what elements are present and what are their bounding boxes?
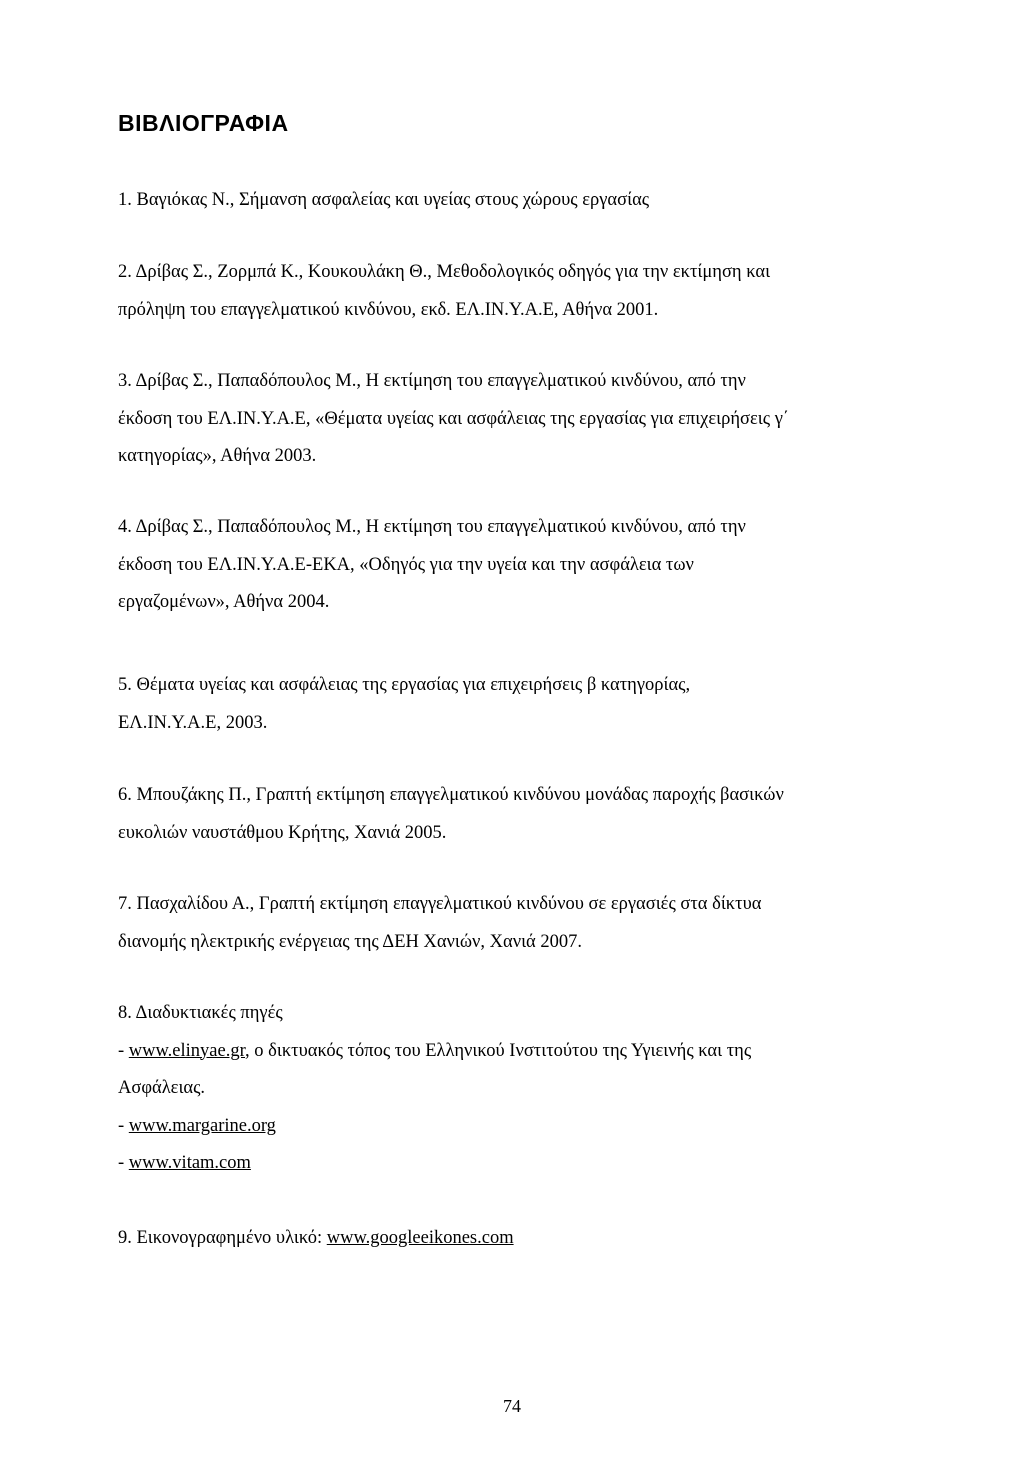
vitam-link[interactable]: www.vitam.com <box>128 1153 251 1173</box>
web-sources-heading: 8. Διαδυκτιακές πηγές <box>118 1003 283 1023</box>
googleeikones-link[interactable]: www.googleeikones.com <box>326 1228 514 1248</box>
elinyae-link[interactable]: www.elinyae.gr <box>128 1040 246 1061</box>
entry-line: 3. Δρίβας Σ., Παπαδόπουλος Μ., Η εκτίμηση του επαγγελματικού κινδύνου, από την <box>118 371 746 391</box>
bibliography-entry-2 <box>118 254 888 329</box>
entry-line: ευκολιών ναυστάθμου Κρήτης, Χανιά 2005. <box>118 822 447 843</box>
list-dash: - <box>118 1153 129 1173</box>
web-source-item-1 <box>118 1033 888 1071</box>
entry-line: 6. Μπουζάκης Π., Γραπτή εκτίμηση επαγγελματικού κινδύνου μονάδας παροχής βασικών <box>118 785 784 805</box>
web-source-item-3 <box>118 1145 888 1183</box>
entry-line: 2. Δρίβας Σ., Ζορμπά Κ., Κουκουλάκη Θ., Μεθοδολογικός οδηγός για την εκτίμηση και <box>118 262 771 282</box>
entry-line: διανομής ηλεκτρικής ενέργειας της ΔΕΗ Χανιών, Χανιά 2007. <box>118 931 582 952</box>
list-dash: - <box>118 1040 129 1061</box>
entry-line: εργαζομένων», Αθήνα 2004. <box>118 592 330 612</box>
bibliography-entry-4 <box>118 509 888 622</box>
entry-line: ΕΛ.ΙΝ.Υ.Α.Ε, 2003. <box>118 712 268 733</box>
bibliography-entry-7 <box>118 886 888 961</box>
spacer <box>118 1183 888 1221</box>
margarine-link[interactable]: www.margarine.org <box>128 1115 276 1136</box>
illustrations-label: 9. Εικονογραφημένο υλικό: <box>118 1228 327 1248</box>
entry-line: έκδοση του ΕΛ.ΙΝ.Υ.Α.Ε, «Θέματα υγείας και ασφάλειας της εργασίας για επιχειρήσεις γ΄ <box>118 408 790 429</box>
web-source-item-1-continuation: Ασφάλειας. <box>118 1078 206 1098</box>
bibliography-entry-6 <box>118 777 888 852</box>
bibliography-entry-1 <box>118 182 888 220</box>
entry-line: 7. Πασχαλίδου Α., Γραπτή εκτίμηση επαγγελματικού κινδύνου σε εργασιές στα δίκτυα <box>118 894 762 914</box>
illustrations-entry <box>118 1220 888 1258</box>
entry-line: 1. Βαγιόκας Ν., Σήμανση ασφαλείας και υγείας στους χώρους εργασίας <box>118 190 650 210</box>
entry-line: πρόληψη του επαγγελματικού κινδύνου, εκδ. ΕΛ.ΙΝ.Υ.Α.Ε, Αθήνα 2001. <box>118 299 659 320</box>
entry-line: κατηγορίας», Αθήνα 2003. <box>118 446 317 466</box>
entry-line: 5. Θέματα υγείας και ασφάλειας της εργασίας για επιχειρήσεις β κατηγορίας, <box>118 675 691 695</box>
web-source-description: , ο δικτυακός τόπος του Ελληνικού Ινστιτούτου της Υγιεινής και της <box>245 1040 752 1061</box>
page-title: ΒΙΒΛΙΟΓΡΑΦΙΑ <box>118 110 289 136</box>
page-number: 74 <box>503 1396 521 1416</box>
entry-line: έκδοση του ΕΛ.ΙΝ.Υ.Α.Ε-ΕΚΑ, «Οδηγός για την υγεία και την ασφάλεια των <box>118 554 694 575</box>
bibliography-entry-5 <box>118 667 888 742</box>
web-sources-section <box>118 995 888 1258</box>
list-dash: - <box>118 1115 129 1136</box>
bibliography-entry-3 <box>118 363 888 476</box>
web-source-item-2 <box>118 1108 888 1146</box>
entry-line: 4. Δρίβας Σ., Παπαδόπουλος Μ., Η εκτίμηση του επαγγελματικού κινδύνου, από την <box>118 517 746 537</box>
